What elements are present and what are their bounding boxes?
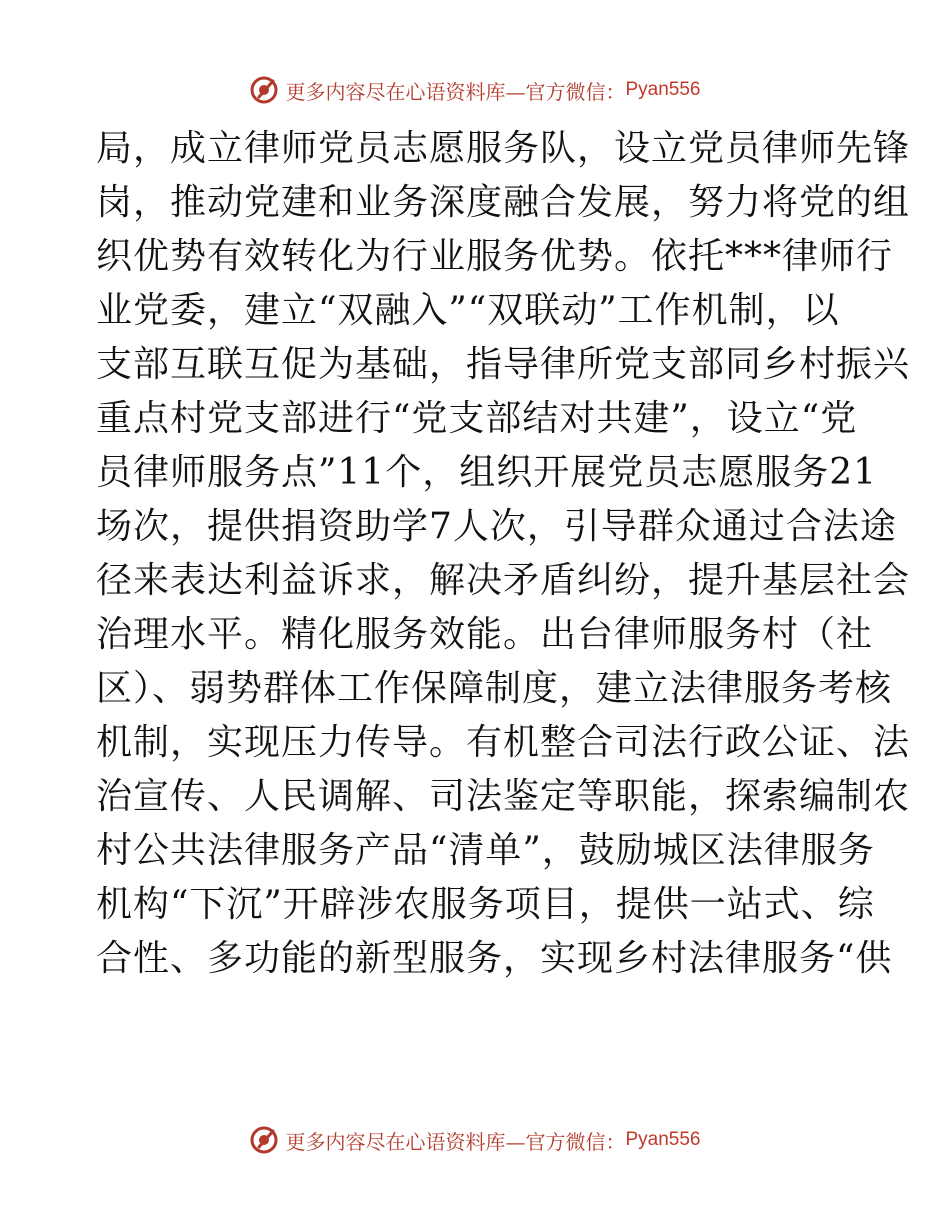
text-line: 机制，实现压力传导。有机整合司法行政公证、法 [96, 722, 911, 763]
text-line: 员律师服务点”11个，组织开展党员志愿服务21 [96, 452, 878, 493]
footer-watermark [0, 1120, 950, 1160]
text-line: 场次，提供捐资助学7人次，引导群众通过合法途 [96, 506, 897, 547]
text-line: 重点村党支部进行“党支部结对共建”，设立“党 [96, 398, 858, 439]
document-body [96, 122, 911, 986]
watermark-text: 更多内容尽在心语资料库—官方微信： [285, 79, 626, 104]
logo-icon [249, 75, 279, 105]
text-line: 机构“下沉”开辟涉农服务项目，提供一站式、综 [96, 884, 875, 925]
text-line: 织优势有效转化为行业服务优势。依托***律师行 [96, 236, 894, 277]
logo-icon [249, 1125, 279, 1155]
text-line: 径来表达利益诉求，解决矛盾纠纷，提升基层社会 [96, 560, 911, 601]
text-line: 局，成立律师党员志愿服务队，设立党员律师先锋 [96, 128, 911, 169]
header-watermark [0, 70, 950, 110]
text-line: 村公共法律服务产品“清单”，鼓励城区法律服务 [96, 830, 875, 871]
text-line: 治宣传、人民调解、司法鉴定等职能，探索编制农 [96, 776, 911, 817]
text-line: 业党委，建立“双融入”“双联动”工作机制，以 [96, 290, 840, 331]
text-line: 岗，推动党建和业务深度融合发展，努力将党的组 [96, 182, 911, 223]
watermark-wechat-id: Pyan556 [625, 79, 701, 100]
text-line: 支部互联互促为基础，指导律所党支部同乡村振兴 [96, 344, 911, 385]
text-line: 合性、多功能的新型服务，实现乡村法律服务“供 [96, 938, 893, 979]
text-line: 治理水平。精化服务效能。出台律师服务村（社 [96, 614, 874, 655]
watermark-wechat-id: Pyan556 [625, 1129, 701, 1150]
text-line: 区）、弱势群体工作保障制度，建立法律服务考核 [96, 668, 893, 709]
watermark-text: 更多内容尽在心语资料库—官方微信： [285, 1129, 626, 1154]
